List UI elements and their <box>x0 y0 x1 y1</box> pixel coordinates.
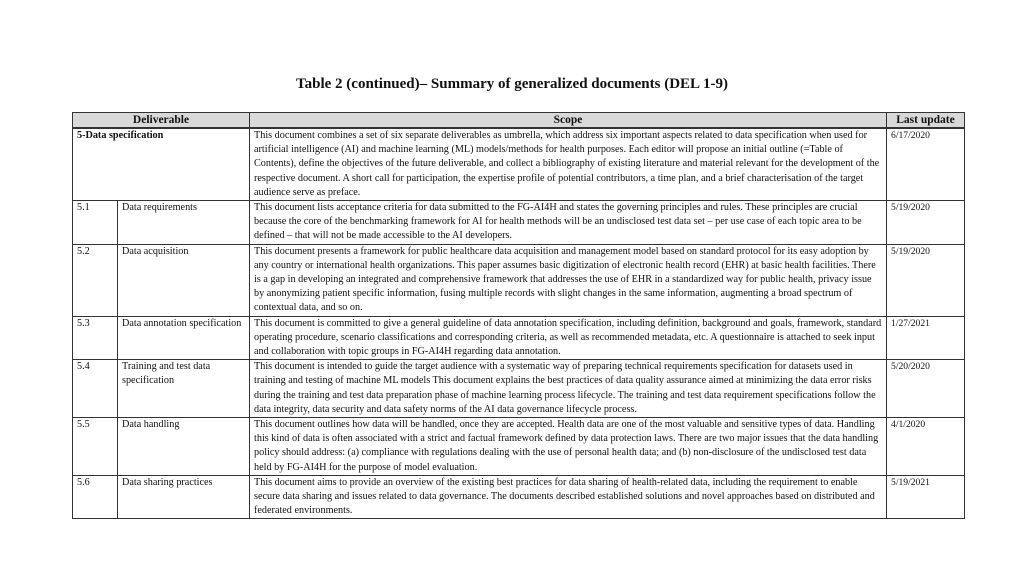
summary-table <box>72 112 965 519</box>
row-scope: This document presents a framework for public healthcare data acquisition and management model based on standard protocol for its easy adoption by any country or international health organizations. This paper assumes basic digitization of electronic health record (EHR) at basic health facilities. There is a gap in developing an integrated and comprehensive framework that addresses the use of EHR in a standardized way for public health, privacy issue by anonymizing patient specific information, fusing multiple records with slight changes in the same information, augmenting a broad spectrum of contextual data, and so on. <box>250 244 887 316</box>
table-row <box>73 475 965 519</box>
row-number: 5.4 <box>73 360 118 418</box>
row-scope: This document is intended to guide the target audience with a systematic way of preparing technical requirements specification for datasets used in training and testing of machine ML models This document explains the best practices of data quality assurance aimed at minimizing the data error risks during the training and test data preparation phase of machine learning process lifecycle. The training and test data requirement specifications follow the data integrity, data security and data safety norms of the AI data governance lifecycle process. <box>250 360 887 418</box>
header-last-update: Last update <box>887 113 965 129</box>
row-number: 5.2 <box>73 244 118 316</box>
row-scope: This document outlines how data will be handled, once they are accepted. Health data are one of the most valuable and sensitive types of data. Handling this kind of data is often associated with a strict and factual framework defined by data protection laws. There are two major issues that the data handling policy should address: (a) compliance with regulations dealing with the use of personal health data; and (b) non-disclosure of the undisclosed test data held by FG-AI4H for the purpose of model evaluation. <box>250 418 887 476</box>
row-date: 5/20/2020 <box>887 360 965 418</box>
row-scope: This document aims to provide an overview of the existing best practices for data sharing of health-related data, including the requirement to enable secure data sharing and issues related to data governance. The documents described established solutions and novel approaches based on distributed and federated environments. <box>250 475 887 519</box>
group-row <box>73 128 965 201</box>
group-label: 5-Data specification <box>73 128 250 201</box>
header-deliverable: Deliverable <box>73 113 250 129</box>
row-scope: This document is committed to give a general guideline of data annotation specification, including definition, background and goals, framework, standard operating procedure, scenario classifications and corresponding criteria, as well as recommended metadata, etc. A questionnaire is attached to seek input and collaboration with topic groups in FG-AI4H regarding data annotation. <box>250 316 887 360</box>
row-deliverable: Data acquisition <box>118 244 250 316</box>
table-header <box>73 113 965 129</box>
table-row <box>73 418 965 476</box>
row-number: 5.3 <box>73 316 118 360</box>
row-number: 5.5 <box>73 418 118 476</box>
row-scope: This document lists acceptance criteria for data submitted to the FG-AI4H and states the governing principles and rules. These principles are crucial because the core of the benchmarking framework for AI for health methods will be an undisclosed test data set – per use case of each topic area to be defined – that will not be made accessible to the AI developers. <box>250 201 887 245</box>
group-date: 6/17/2020 <box>887 128 965 201</box>
row-deliverable: Data annotation specification <box>118 316 250 360</box>
row-date: 5/19/2020 <box>887 201 965 245</box>
table-title: Table 2 (continued)– Summary of generalized documents (DEL 1-9) <box>296 76 728 92</box>
group-scope: This document combines a set of six separate deliverables as umbrella, which address six important aspects related to data specification when used for artificial intelligence (AI) and machine learning (ML) models/methods for health purposes. Each editor will propose an initial outline (=Table of Contents), define the objectives of the future deliverable, and collect a bibliography of existing literature and material relevant for the development of the respective document. A short call for participation, the expertise profile of potential contributors, a time plan, and a brief characterisation of the target audience serve as preface. <box>250 128 887 201</box>
row-deliverable: Data sharing practices <box>118 475 250 519</box>
row-date: 4/1/2020 <box>887 418 965 476</box>
row-deliverable: Training and test data specification <box>118 360 250 418</box>
header-row <box>73 113 965 129</box>
row-deliverable: Data handling <box>118 418 250 476</box>
table-row <box>73 201 965 245</box>
table-row <box>73 244 965 316</box>
row-number: 5.6 <box>73 475 118 519</box>
row-number: 5.1 <box>73 201 118 245</box>
row-date: 5/19/2021 <box>887 475 965 519</box>
row-date: 5/19/2020 <box>887 244 965 316</box>
row-date: 1/27/2021 <box>887 316 965 360</box>
table-row <box>73 316 965 360</box>
header-scope: Scope <box>250 113 887 129</box>
table-row <box>73 360 965 418</box>
table-body <box>73 128 965 519</box>
row-deliverable: Data requirements <box>118 201 250 245</box>
